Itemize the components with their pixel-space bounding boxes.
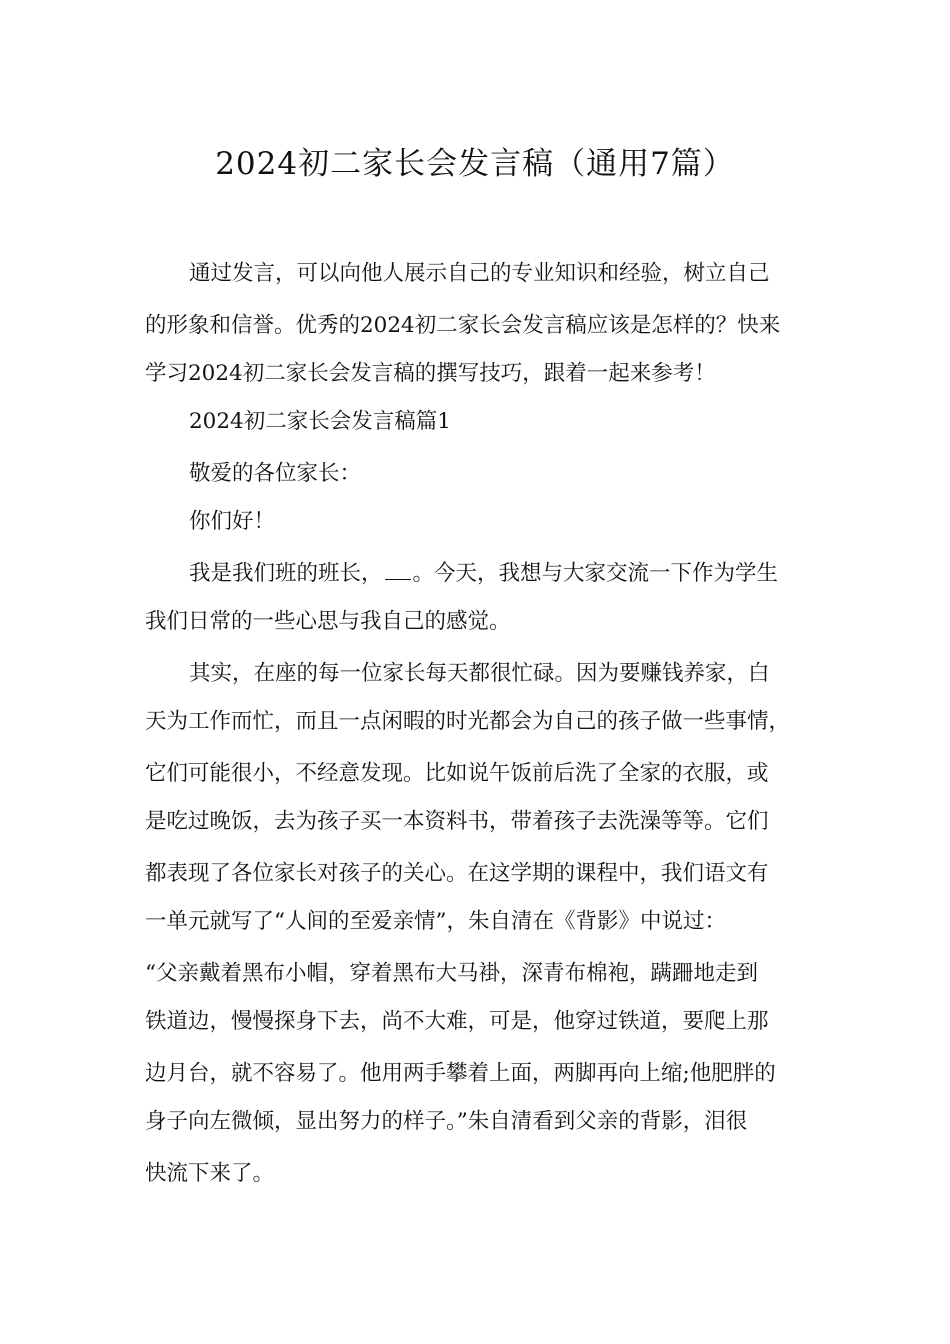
section-heading: 2024初二家长会发言稿篇1 — [189, 409, 451, 434]
greeting: 你们好！ — [189, 509, 276, 534]
document-title: 2024初二家长会发言稿（通用7篇） — [215, 146, 735, 182]
paragraph-line: 其实，在座的每一位家长每天都很忙碌。因为要赚钱养家，白 — [189, 661, 770, 686]
paragraph-line: 是吃过晚饭，去为孩子买一本资料书，带着孩子去洗澡等等。它们 — [145, 809, 769, 834]
paragraph-line: 身子向左微倾，显出努力的样子。”朱自清看到父亲的背影，泪很 — [145, 1109, 748, 1134]
text-segment: 。今天，我想与大家交流一下作为学生 — [412, 561, 779, 586]
paragraph-line: 学习2024初二家长会发言稿的撰写技巧，跟着一起来参考！ — [145, 361, 716, 386]
paragraph-line: 通过发言，可以向他人展示自己的专业知识和经验，树立自己 — [189, 261, 770, 286]
paragraph-line: 都表现了各位家长对孩子的关心。在这学期的课程中，我们语文有 — [145, 861, 769, 886]
fill-in-blank — [385, 561, 411, 580]
salutation: 敬爱的各位家长： — [189, 461, 362, 486]
paragraph-line: 铁道边，慢慢探身下去，尚不大难，可是，他穿过铁道，要爬上那 — [145, 1009, 769, 1034]
paragraph-line: 天为工作而忙，而且一点闲暇的时光都会为自己的孩子做一些事情， — [145, 709, 791, 734]
paragraph-line: 它们可能很小，不经意发现。比如说午饭前后洗了全家的衣服，或 — [145, 761, 769, 786]
paragraph-line: 的形象和信誉。优秀的2024初二家长会发言稿应该是怎样的？快来 — [145, 313, 781, 338]
paragraph-line — [189, 559, 778, 589]
text-segment: 我是我们班的班长， — [189, 561, 383, 586]
paragraph-line: 一单元就写了“人间的至爱亲情”，朱自清在《背影》中说过： — [145, 909, 726, 934]
paragraph-line: 快流下来了。 — [145, 1161, 275, 1186]
paragraph-line: “父亲戴着黑布小帽，穿着黑布大马褂，深青布棉袍，蹒跚地走到 — [145, 961, 758, 986]
paragraph-line: 我们日常的一些心思与我自己的感觉。 — [145, 609, 511, 634]
paragraph-line: 边月台，就不容易了。他用两手攀着上面，两脚再向上缩;他肥胖的 — [145, 1061, 776, 1086]
